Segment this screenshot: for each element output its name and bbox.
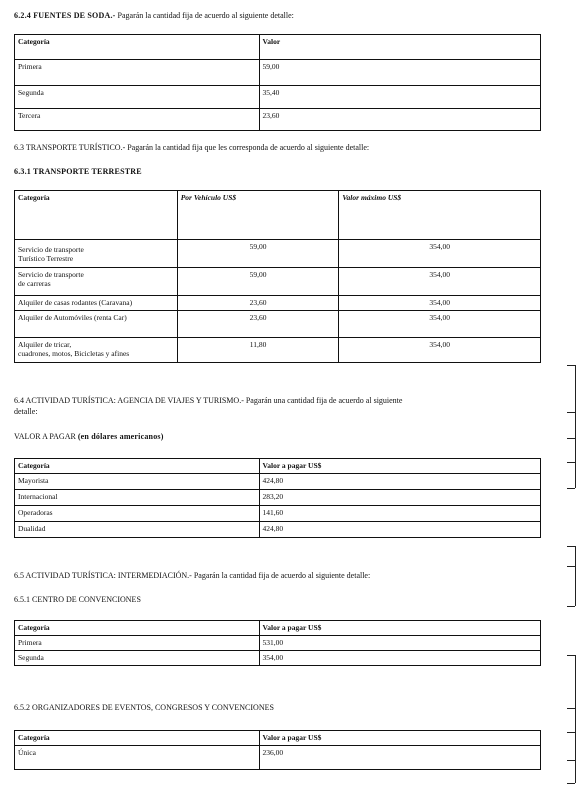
table-header-valor: Valor — [259, 35, 540, 60]
cell-valor-maximo: 354,00 — [339, 311, 541, 338]
table-header-categoria: Categoría — [15, 621, 260, 636]
cell-por-vehiculo: 23,60 — [177, 311, 339, 338]
cell-valor: 424,80 — [259, 522, 540, 538]
cell-valor: 236,00 — [259, 746, 540, 770]
cell-categoria: Única — [15, 746, 260, 770]
cell-valor: 424,80 — [259, 474, 540, 490]
table-agencias-viajes — [14, 458, 541, 538]
table-header-valor: Valor a pagar US$ — [259, 731, 540, 746]
table-row — [15, 522, 541, 538]
cell-categoria-line1: Servicio de transporte — [18, 244, 84, 254]
cell-categoria: Dualidad — [15, 522, 260, 538]
section-65-text: Pagarán la cantidad fija de acuerdo al siguiente detalle: — [193, 571, 371, 580]
cell-categoria: Alquiler de Automóviles (renta Car) — [15, 311, 178, 338]
section-624-title: 6.2.4 FUENTES DE SODA.- — [14, 11, 116, 20]
cell-valor: 141,60 — [259, 506, 540, 522]
cell-valor: 354,00 — [259, 651, 540, 666]
cell-valor: 283,20 — [259, 490, 540, 506]
section-631-title: 6.3.1 TRANSPORTE TERRESTRE — [14, 167, 142, 176]
cell-categoria-line2: cuadrones, motos, Bicicletas y afines — [18, 349, 130, 358]
valor-a-pagar-note: (en dólares americanos) — [77, 432, 164, 441]
margin-bracket-tick — [567, 783, 575, 784]
table-row — [15, 60, 541, 86]
table-centro-convenciones — [14, 620, 541, 666]
cell-valor-maximo: 354,00 — [339, 268, 541, 296]
margin-bracket-tick — [567, 546, 575, 547]
cell-valor-maximo: 354,00 — [339, 338, 541, 363]
section-65-heading — [14, 571, 370, 581]
margin-bracket-tick — [567, 732, 575, 733]
table-row — [15, 636, 541, 651]
cell-por-vehiculo: 59,00 — [177, 240, 339, 268]
table-header-categoria: Categoría — [15, 35, 260, 60]
section-63-text: Pagarán la cantidad fija que les corresponda de acuerdo al siguiente detalle: — [127, 143, 370, 152]
cell-categoria: Primera — [15, 636, 260, 651]
table-header-categoria: Categoría — [15, 731, 260, 746]
section-63-heading — [14, 143, 369, 153]
section-63-title: 6.3 TRANSPORTE TURÍSTICO.- — [14, 143, 126, 152]
section-64-text: Pagarán una cantidad fija de acuerdo al siguiente — [245, 396, 403, 405]
table-row — [15, 474, 541, 490]
table-row — [15, 296, 541, 311]
table-row — [15, 268, 541, 296]
section-651-heading — [14, 595, 141, 605]
table-transporte-terrestre — [14, 190, 541, 363]
margin-bracket-tick — [567, 365, 575, 366]
margin-bracket-tick — [567, 760, 575, 761]
section-64-title: 6.4 ACTIVIDAD TURÍSTICA: AGENCIA DE VIAJES Y TURISMO.- — [14, 396, 244, 405]
section-652-title: 6.5.2 ORGANIZADORES DE EVENTOS, CONGRESOS Y CONVENCIONES — [14, 703, 274, 712]
table-row — [15, 338, 541, 363]
margin-bracket-tick — [567, 412, 575, 413]
section-624-text: Pagarán la cantidad fija de acuerdo al siguiente detalle: — [117, 11, 294, 20]
valor-a-pagar-label: VALOR A PAGAR — [14, 432, 76, 441]
cell-categoria: Operadoras — [15, 506, 260, 522]
cell-categoria: Alquiler de casas rodantes (Caravana) — [15, 296, 178, 311]
section-64-text-cont: detalle: — [14, 407, 38, 416]
section-64-heading — [14, 395, 546, 417]
table-row — [15, 240, 541, 268]
section-651-title: 6.5.1 CENTRO DE CONVENCIONES — [14, 595, 141, 604]
cell-por-vehiculo: 59,00 — [177, 268, 339, 296]
cell-valor-maximo: 354,00 — [339, 240, 541, 268]
cell-categoria: Tercera — [15, 109, 260, 131]
table-row — [15, 506, 541, 522]
margin-bracket-line — [575, 365, 576, 488]
cell-categoria-line1: Servicio de transporte — [18, 270, 84, 279]
table-fuentes-soda — [14, 34, 541, 131]
cell-valor: 531,00 — [259, 636, 540, 651]
table-row — [15, 311, 541, 338]
cell-categoria: Segunda — [15, 86, 260, 109]
cell-categoria — [15, 338, 178, 363]
cell-categoria: Primera — [15, 60, 260, 86]
margin-bracket-tick — [567, 488, 575, 489]
table-header-valor-maximo: Valor máximo US$ — [339, 191, 541, 240]
cell-valor: 59,00 — [259, 60, 540, 86]
margin-bracket-tick — [567, 566, 575, 567]
section-652-heading — [14, 703, 274, 713]
cell-por-vehiculo: 23,60 — [177, 296, 339, 311]
table-row — [15, 746, 541, 770]
table-row — [15, 490, 541, 506]
cell-categoria: Mayorista — [15, 474, 260, 490]
margin-bracket-tick — [567, 655, 575, 656]
margin-bracket-line — [575, 655, 576, 783]
cell-valor: 35,40 — [259, 86, 540, 109]
table-row — [15, 109, 541, 131]
margin-bracket-tick — [567, 606, 575, 607]
cell-categoria — [15, 240, 178, 268]
cell-categoria: Internacional — [15, 490, 260, 506]
table-header-categoria: Categoría — [15, 191, 178, 240]
cell-categoria-line2: de carreras — [18, 279, 51, 288]
margin-bracket-tick — [567, 438, 575, 439]
section-65-title: 6.5 ACTIVIDAD TURÍSTICA: INTERMEDIACIÓN.- — [14, 571, 192, 580]
table-header-valor: Valor a pagar US$ — [259, 459, 540, 474]
valor-a-pagar-heading — [14, 432, 164, 442]
table-header-por-vehiculo: Por Vehículo US$ — [177, 191, 339, 240]
section-624-heading — [14, 11, 294, 21]
cell-categoria: Segunda — [15, 651, 260, 666]
table-header-valor: Valor a pagar US$ — [259, 621, 540, 636]
margin-bracket-line — [575, 546, 576, 606]
margin-bracket-tick — [567, 708, 575, 709]
margin-bracket-tick — [567, 462, 575, 463]
cell-por-vehiculo: 11,80 — [177, 338, 339, 363]
cell-categoria-line1: Alquiler de tricar, — [18, 340, 72, 349]
section-631-heading — [14, 167, 142, 177]
table-header-categoria: Categoría — [15, 459, 260, 474]
table-row — [15, 86, 541, 109]
cell-valor: 23,60 — [259, 109, 540, 131]
cell-categoria-line2: Turístico Terrestre — [18, 253, 74, 263]
cell-valor-maximo: 354,00 — [339, 296, 541, 311]
cell-categoria — [15, 268, 178, 296]
table-row — [15, 651, 541, 666]
table-organizadores-eventos — [14, 730, 541, 770]
